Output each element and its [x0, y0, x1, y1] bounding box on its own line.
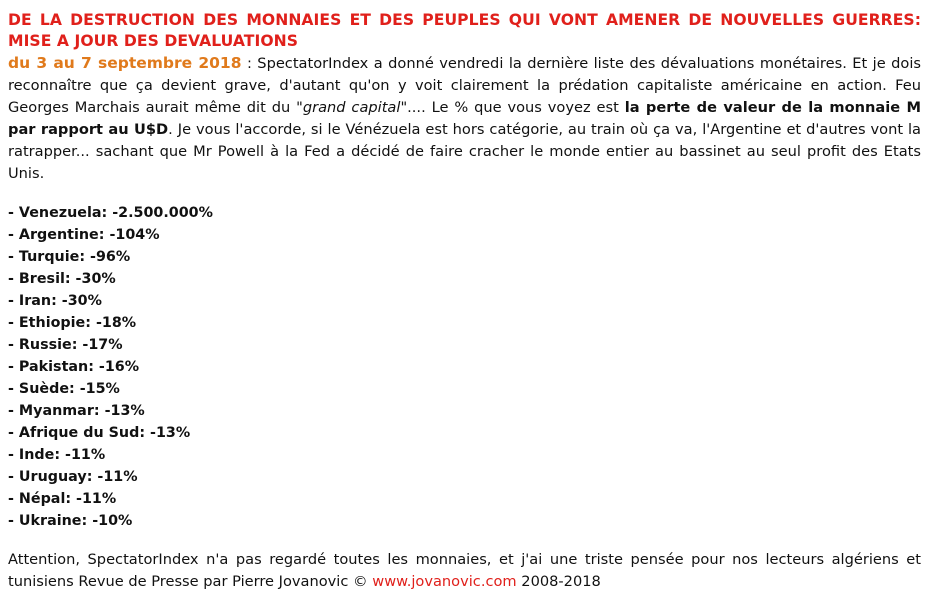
list-item: - Uruguay: -11%	[8, 469, 138, 485]
jovanovic-link[interactable]: www.jovanovic.com	[372, 573, 517, 590]
intro-text-1: : SpectatorIndex a donné vendredi la dernière liste des dévaluations monétaires. Et je dois reconnaître que ça devient grave, d'autant qu'on y voit clairement la prédation capitaliste américaine en action. Feu Georges Marchais aurait même dit du "	[8, 55, 921, 116]
list-item: - Inde: -11%	[8, 447, 106, 463]
list-item: - Venezuela: -2.500.000%	[8, 205, 213, 221]
list-item: - Suède: -15%	[8, 381, 120, 397]
footer-years: 2008-2018	[516, 573, 601, 590]
list-item: - Ukraine: -10%	[8, 513, 133, 529]
list-item: - Turquie: -96%	[8, 249, 131, 265]
article-headline: DE LA DESTRUCTION DES MONNAIES ET DES PEUPLES QUI VONT AMENER DE NOUVELLES GUERRES: MISE A JOUR DES DEVALUATIONS	[8, 11, 921, 50]
intro-text-2: ".... Le % que vous voyez est	[400, 99, 625, 116]
intro-text-3: . Je vous l'accorde, si le Vénézuela est hors catégorie, au train où ça va, l'Argentine et d'autres vont la ratrapper... sachant que Mr Powell à la Fed a décidé de faire cracher le monde entier au bassinet au seul profit des Etats Unis.	[8, 121, 921, 182]
list-item: - Argentine: -104%	[8, 227, 160, 243]
devaluation-list	[8, 202, 921, 532]
article-footer	[8, 549, 921, 593]
intro-bold-text: la perte de valeur de la monnaie M par rapport au U$D	[8, 99, 922, 138]
list-item: - Bresil: -30%	[8, 271, 116, 287]
article-intro	[8, 52, 921, 185]
list-item: - Afrique du Sud: -13%	[8, 425, 191, 441]
list-item: - Pakistan: -16%	[8, 359, 140, 375]
intro-italic-text: grand capital	[302, 99, 401, 116]
footer-text: Attention, SpectatorIndex n'a pas regardé toutes les monnaies, et j'ai une triste pensée pour nos lecteurs algériens et tunisiens Revue de Presse par Pierre Jovanovic ©	[8, 551, 921, 590]
list-item: - Népal: -11%	[8, 491, 117, 507]
list-item: - Russie: -17%	[8, 337, 123, 353]
list-item: - Iran: -30%	[8, 293, 102, 309]
list-item: - Ethiopie: -18%	[8, 315, 137, 331]
list-item: - Myanmar: -13%	[8, 403, 145, 419]
article-date: du 3 au 7 septembre 2018	[8, 54, 242, 72]
